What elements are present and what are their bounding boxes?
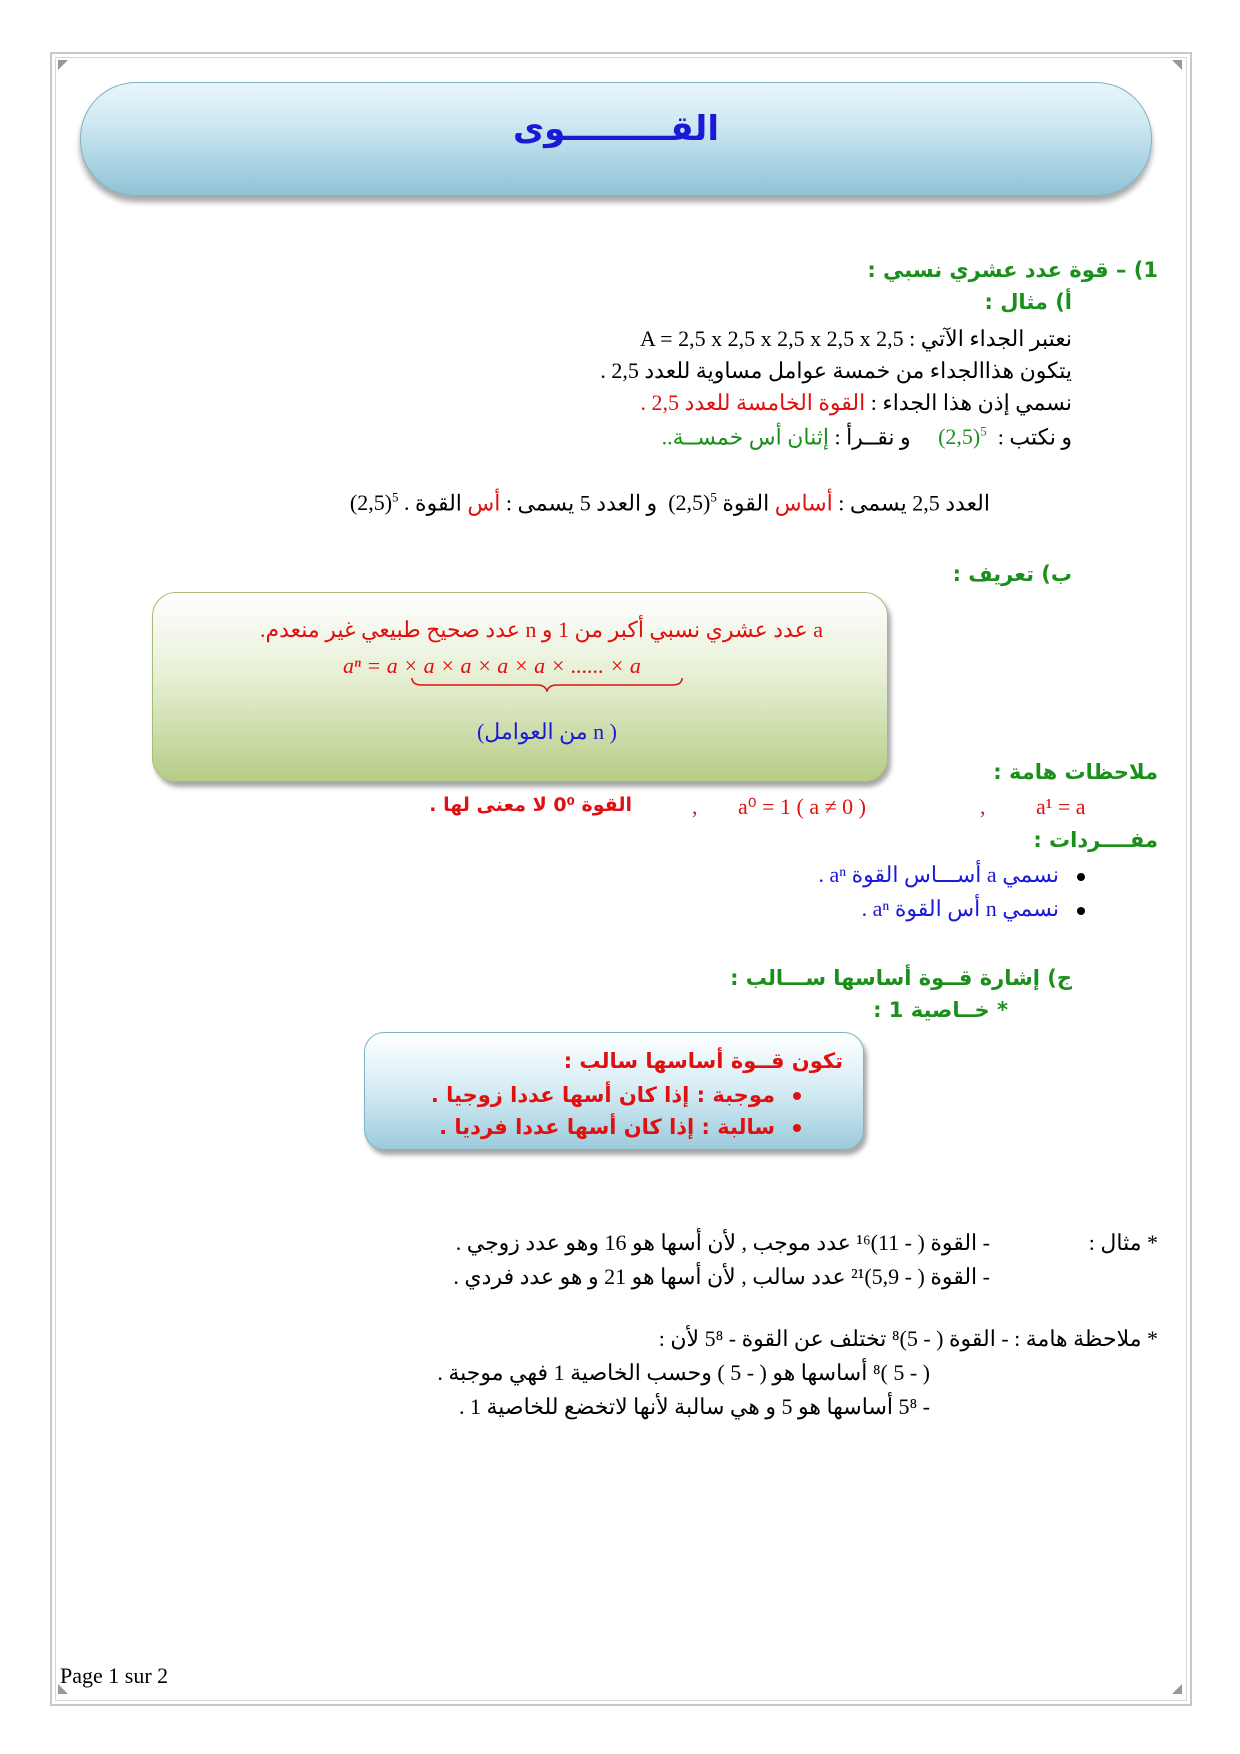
note2-line: - 5⁸ أساسها هو 5 و هي سالبة لأنها لاتخضع للخاصية 1 . [458, 1394, 930, 1419]
note2-line: * ملاحظة هامة : - القوة ( - 5)⁸ تختلف عن القوة - 5⁸ لأن : [658, 1326, 1158, 1351]
separator: , [692, 794, 698, 819]
example2-label: * مثال : [1088, 1230, 1158, 1255]
page-title: القـــــــــوى [513, 109, 719, 149]
vocab-item: نسمي a أســـاس القوة aⁿ . [818, 862, 1085, 888]
section-heading: 1) – قوة عدد عشري نسبي : [867, 258, 1158, 282]
vocab-item: نسمي n أس القوة aⁿ . [862, 896, 1085, 922]
property-box [364, 1032, 864, 1150]
corner-ornament [1172, 60, 1182, 70]
separator: , [980, 794, 986, 819]
corner-ornament [58, 60, 68, 70]
note-item: a¹ = a [1036, 794, 1086, 819]
bullet-icon [1077, 907, 1085, 915]
example-line2: يتكون هذاالجداء من خمسة عوامل مساوية للعدد 2,5 . [600, 358, 1072, 383]
definition-factor-count: ( n من العوامل) [476, 719, 617, 744]
example-line5: العدد 2,5 يسمى : أساس القوة $(2,5)^5$ و العدد 5 يسمى : أس القوة $(2,5)^5$ . [349, 490, 990, 516]
property-item: سالبة : إذا كان أسها عددا فرديا . [439, 1115, 801, 1139]
property-heading: * خــاصية 1 : [873, 998, 1008, 1022]
example-line1: نعتبر الجداء الآتي : A = 2,5 x 2,5 x 2,5 x 2,5 x 2,5 [640, 326, 1072, 351]
bullet-icon [793, 1092, 801, 1100]
bullet-icon [1077, 873, 1085, 881]
notes-heading: ملاحظات هامة : [993, 760, 1158, 784]
note-item: a⁰ = 1 ( a ≠ 0 ) [738, 794, 866, 819]
definition-text: a عدد عشري نسبي أكبر من 1 و n عدد صحيح طبيعي غير منعدم. [259, 617, 823, 642]
underbrace [410, 676, 684, 692]
example2-line: - القوة ( - 5,9)²¹ عدد سالب , لأن أسها هو 21 و هو عدد فردي . [453, 1264, 990, 1289]
note-item: القوة 0⁰ لا معنى لها . [429, 794, 632, 816]
title-banner [80, 82, 1152, 196]
bullet-icon [793, 1124, 801, 1132]
property-item: موجبة : إذا كان أسها عددا زوجيا . [431, 1083, 801, 1107]
corner-ornament [1172, 1684, 1182, 1694]
vocab-heading: مفــــردات : [1033, 828, 1158, 852]
note2-line: ( - 5 )⁸ أساسها هو ( - 5 ) وحسب الخاصية 1 فهي موجبة . [437, 1360, 930, 1385]
definition-formula: aⁿ = a × a × a × a × a × ...... × a [343, 653, 641, 678]
definition-heading: ب) تعريف : [952, 562, 1072, 586]
property-title: تكون قــوة أساسها سالب : [563, 1049, 843, 1073]
example-heading: أ) مثال : [984, 290, 1072, 314]
page-number: Page 1 sur 2 [60, 1663, 169, 1688]
example-line4: و نكتب : $(2,5)^5$ و نقــرأ : إثنان أس خمســة.. [661, 424, 1072, 450]
example-line3: نسمي إذن هذا الجداء : القوة الخامسة للعدد 2,5 . [640, 390, 1072, 415]
example2-line: - القوة ( - 11)¹⁶ عدد موجب , لأن أسها هو 16 وهو عدد زوجي . [455, 1230, 990, 1255]
sign-heading: ج) إشارة قــوة أساسها ســـالب : [730, 966, 1072, 990]
